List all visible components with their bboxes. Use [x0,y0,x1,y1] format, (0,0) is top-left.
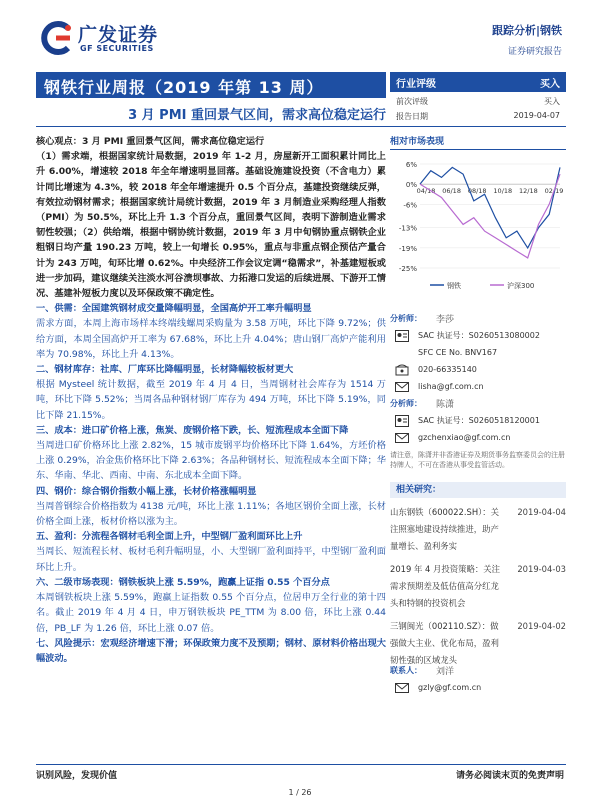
y-tick-label: -19% [398,244,417,253]
y-tick-label: -13% [398,224,417,233]
core-label: 核心观点： [36,136,82,147]
section-2-heading: 二、钢材库存：社库、厂库环比降幅明显，长材降幅较板材更大 [36,364,294,376]
section-1-heading: 一、供需：全国建筑钢材成交量降幅明显，全国高炉开工率升幅明显 [36,303,312,315]
related-item-date: 2019-04-02 [517,621,566,631]
x-tick-label: 08/18 [467,187,487,196]
section-5-text: 当周长、短流程长材、板材毛利升幅明显，小、大型钢厂盈利面持平，中型钢厂盈利面环比上升。 [36,546,386,573]
footer-disclaimer: 请务必阅读末页的免责声明 [455,771,564,781]
analyst-2-label: 分析师： [390,399,422,408]
legend-label: 钢铁 [447,282,461,290]
relative-performance-chart [390,156,566,296]
page-number: 1 / 26 [288,788,312,797]
analyst-1-label: 分析师： [390,314,422,323]
prev-rating-value: 买入 [544,97,560,106]
x-tick-label: 10/18 [493,187,513,196]
chart-title: 相对市场表现 [390,134,566,150]
analyst-1-header [390,310,566,327]
analyst-note: 请注意，陈潇并非香港证券及期货事务监察委员会的注册持牌人，不可在香港从事受监管活动。 [390,451,565,469]
section-2-text: 根据 Mysteel 统计数据，截至 2019 年 4 月 4 日，当周钢材社会库存为 1514 万吨，环比下降 5.52%；当周各品种钢材钢厂库存为 494 万吨，环比下降 5.19%，同比下降 21.15%。 [36,379,386,421]
report-type: 证券研究报告 [507,47,562,57]
logo-en-text: GF SECURITIES [80,44,154,53]
related-item-date: 2019-04-03 [517,564,566,574]
footer-left-text: 识别风险，发现价值 [36,771,118,781]
page-title: 钢铁行业周报（2019 年第 13 周） [36,72,386,98]
related-research [390,482,566,669]
page-subtitle: 3 月 PMI 重回景气区间，需求高位稳定运行 [128,108,386,123]
core-title: 3 月 PMI 重回景气区间，需求高位稳定运行 [81,136,265,147]
id-card-icon [392,330,412,342]
analyst-2-email[interactable]: gzchenxiao@gf.com.cn [418,433,511,442]
analyst-2-sac: SAC 执证号：S0260518120001 [418,416,540,425]
market-chart-panel [390,134,566,296]
related-item-date: 2019-04-04 [517,507,566,517]
rating-label: 行业评级 [396,78,436,90]
rating-box [390,72,566,122]
legend-label: 沪深300 [507,282,535,290]
report-date-value: 2019-04-07 [513,111,560,120]
x-tick-label: 02/19 [544,187,564,196]
report-date-label: 报告日期 [396,112,428,121]
gf-logo [38,18,198,58]
analyst-1-email[interactable]: lisha@gf.com.cn [418,382,484,391]
section-3-heading: 三、成本：进口矿价格上涨，焦炭、废钢价格下跌，长、短流程成本全面下降 [36,424,349,436]
analyst-1-email-row [390,378,566,395]
x-tick-label: 04/18 [416,187,436,196]
email-icon [392,382,412,392]
email-icon [392,683,412,693]
contact-name: 刘洋 [436,667,455,677]
rating-header [390,72,566,92]
analyst-2-email-row [390,429,566,446]
related-item-title[interactable]: 2019 年 4 月投资策略：关注需求预期差及低估值高分红龙头和特钢的投资机会 [390,564,501,608]
report-date-row [390,107,566,122]
y-tick-label: 6% [405,161,417,169]
contact-header [390,662,566,679]
y-tick-label: -25% [398,265,417,273]
y-tick-label: -6% [403,201,417,210]
header-tags [492,22,562,57]
analyst-1-sac-row [390,327,566,344]
contact-email-row [390,679,566,696]
report-tag: 跟踪分析|钢铁 [491,24,562,37]
analyst-1-sac: SAC 执证号：S0260513080002 [418,331,540,340]
analyst-1-phone-row [390,361,566,378]
gf-logo-icon [38,20,74,56]
related-item-title[interactable]: 山东钢铁（600022.SH）：关注照塞地建设持续推进，助产量增长、盈利务实 [390,507,500,551]
prev-rating-label: 前次评级 [396,97,428,106]
rating-value: 买入 [540,78,560,90]
contact-email[interactable]: gzly@gf.com.cn [418,683,482,692]
core-paragraph: （1）需求端，根据国家统计局数据，2019 年 1-2 月，房屋新开工面积累计同比上升 6.00%，增速较 2018 年全年增速明显回落。基础设施建设投资（不含电力）累计同比增速为 4.3%，较 2018 年全年增速提升 0.5 个百分点，基建投资继续反弹，有效拉动钢材需求；根据国家统计局统计数据，2019 年 3 月制造业采购经理人指数（PMI）为 50.5%，环比上升 1.3 个百分点，重回景气区间，表明下游制造业需求韧性较强；（2）供给端，根据中钢协统计数据，2019 年 3 月中旬钢协重点钢铁企业粗钢日均产量 190.23 万吨，较上一旬增长 0.95%，重点与非重点钢企预估产量合计为 243 万吨，旬环比增 0.62%。中央经济工作会议定调“稳需求”，补基建短板或进一步加码，建议继续关注淡水河谷溃坝事故、力拓港口发运的后续进展、下游开工情况、基建补短板力度以及环保政策不确定性。 [36,151,386,300]
phone-icon [392,364,412,376]
section-4-text: 当周普钢综合价格指数为 4138 元/吨，环比上涨 1.11%；各地区钢价全面上涨，长材价格全面上涨，板材价格以涨为主。 [36,500,386,528]
analyst-block [390,310,566,470]
analyst-2-header [390,395,566,412]
title-rule [36,126,566,127]
logo-cn-text: 广发证券 [78,24,159,46]
main-body [36,134,386,666]
analyst-1-name: 李莎 [436,315,455,325]
section-3-text: 当周进口矿价格环比上涨 2.82%，15 城市废钢平均价格环比下降 1.64%，方坯价格上涨 0.29%，冶金焦价格环比下降 2.63%；各品种钢材长、短流程成本全面下降；华东、华南、华北、西南、中南、东北成本全面下降。 [36,440,386,482]
email-icon [392,433,412,443]
contact-label: 联系人： [390,666,422,675]
id-card-icon [392,415,412,427]
section-5-heading: 五、盈利：分流程各钢材毛利全面上升，中型钢厂盈利面环比上升 [36,531,303,543]
related-item[interactable] [390,504,566,555]
chart-wrap [390,156,566,296]
footer-rule [36,764,566,765]
related-item[interactable] [390,561,566,612]
section-6-text: 本周钢铁板块上涨 5.59%，跑赢上证指数 0.55 个百分点，位居申万全行业的第十四名。截止 2019 年 4 月 4 日，申万钢铁板块 PE_TTM 为 8.00 倍，环比上涨 0.44 倍，PB_LF 为 1.26 倍，环比上涨 0.07 倍。 [36,592,386,634]
x-tick-label: 12/18 [519,187,538,196]
prev-rating-row [390,92,566,107]
contact-block [390,662,566,696]
analyst-1-sfc: SFC CE No. BNV167 [418,348,498,357]
section-4-heading: 四、钢价：综合钢价指数小幅上涨，长材价格涨幅明显 [36,485,257,497]
analyst-1-phone: 020-66335140 [418,365,477,374]
section-7-risk: 七、风险提示：宏观经济增速下滑；环保政策力度不及预期；钢材、原材料价格出现大幅波动。 [36,637,386,664]
section-6-heading: 六、二级市场表现：钢铁板块上涨 5.59%，跑赢上证指 0.55 个百分点 [36,576,330,588]
core-view [36,134,386,149]
series-line-0 [420,167,560,248]
y-tick-label: 0% [405,181,417,190]
related-header: 相关研究： [390,482,566,498]
related-item-title[interactable]: 三钢闽光（002110.SZ）：做强做大主业、优化布局，盈利韧性强的区域龙头 [390,621,499,665]
x-tick-label: 06/18 [442,187,461,196]
analyst-2-name: 陈潇 [436,400,455,410]
section-1-text: 需求方面，本周上海市场样本终端线螺周采购量为 3.58 万吨，环比下降 9.72%；供给方面，本周全国高炉开工率为 67.68%，环比上升 4.04%；唐山钢厂高炉产能利用率为 70.98%，环比上升 4.13%。 [36,318,386,360]
analyst-2-sac-row [390,412,566,429]
analyst-1-sfc-row [390,344,566,361]
series-line-1 [420,174,560,258]
